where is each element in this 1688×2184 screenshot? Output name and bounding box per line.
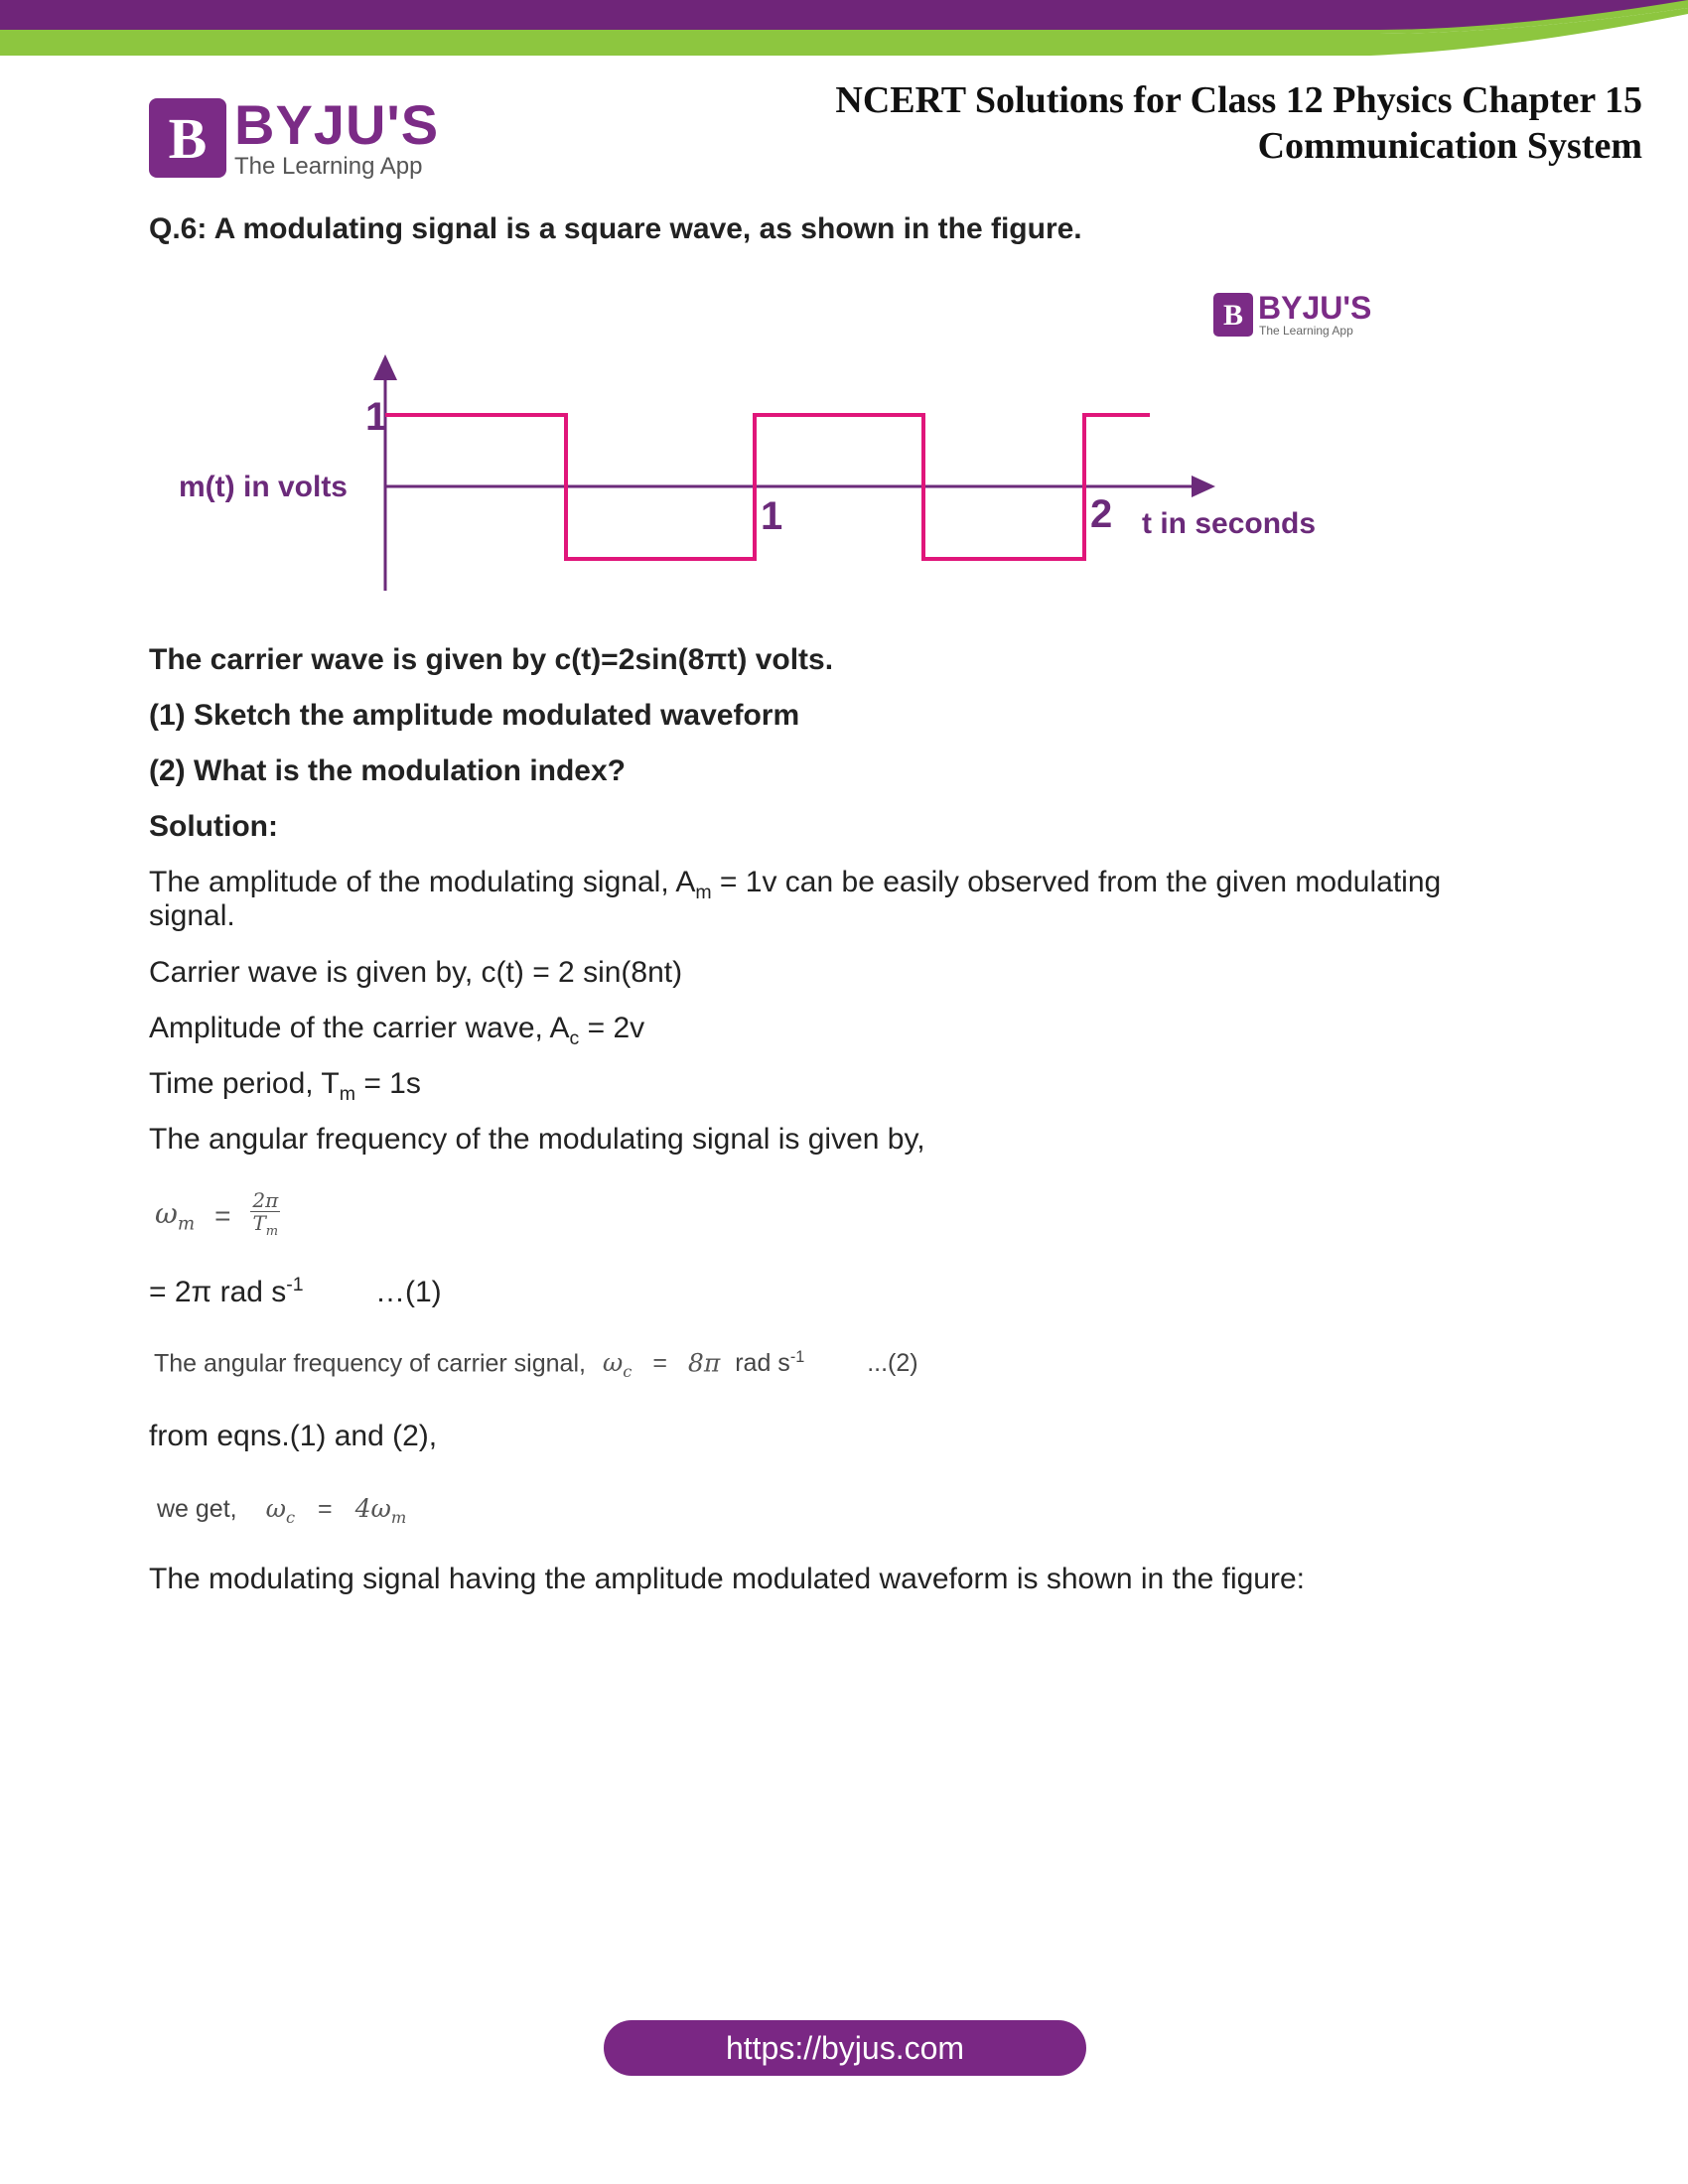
x-tick-2: 2: [1090, 492, 1113, 536]
logo-mark: B: [149, 98, 226, 178]
equation-2-tag: ...(2): [867, 1349, 918, 1378]
y-axis-arrow: [373, 354, 397, 380]
watermark-name: BYJU'S: [1258, 290, 1372, 326]
top-banner: [0, 0, 1688, 60]
equation-2: The angular frequency of carrier signal, $\omega_c = 8\pi$ rad $s^{-1}$ ...(2): [154, 1348, 918, 1382]
equation-1-tag: …(1): [374, 1276, 442, 1308]
solution-line-1-cont: signal.: [149, 899, 235, 932]
carrier-wave-line: Carrier wave is given by, c(t) = 2 sin(8nt): [149, 956, 683, 989]
carrier-amplitude-line: Amplitude of the carrier wave, $A_c = 2v$: [149, 1012, 645, 1049]
omega-m-equation: $\omega_m$ = $\frac{2\pi}{T_m}$: [155, 1189, 280, 1243]
fraction-numerator: 2π: [252, 1188, 279, 1212]
equation-1: = 2π rad $s^{-1}$ …(1): [149, 1274, 442, 1308]
angular-frequency-intro: The angular frequency of the modulating signal is given by,: [149, 1123, 925, 1156]
question-part-1: (1) Sketch the amplitude modulated waveform: [149, 699, 800, 732]
byjus-logo: [149, 93, 440, 180]
logo-name: BYJU'S: [234, 93, 440, 156]
square-wave-figure: [149, 283, 1410, 611]
we-get-equation: we get, $\omega_c = 4\omega_m$: [157, 1494, 407, 1527]
from-equations-line: from eqns.(1) and (2),: [149, 1420, 438, 1452]
y-tick-1: 1: [365, 395, 388, 439]
question-title: Q.6: A modulating signal is a square wave, as shown in the figure.: [149, 212, 1082, 245]
solution-heading: Solution:: [149, 810, 278, 843]
title-line-1: NCERT Solutions for Class 12 Physics Chapter 15: [835, 79, 1642, 121]
x-axis-arrow: [1192, 476, 1215, 497]
x-tick-1: 1: [761, 494, 783, 538]
figure-watermark: [1213, 290, 1371, 338]
solution-line-1: The amplitude of the modulating signal, $A_m = 1v$ can be easily observed from the given modulating: [149, 866, 1442, 903]
x-axis-label: t in seconds: [1142, 507, 1317, 540]
page-title: [835, 77, 1642, 169]
watermark-letter: B: [1222, 299, 1244, 332]
footer-url-button[interactable]: https://byjus.com: [604, 2020, 1086, 2076]
closing-line: The modulating signal having the amplitude modulated waveform is shown in the figure:: [149, 1563, 1305, 1595]
logo-tagline: The Learning App: [234, 153, 423, 180]
y-axis-label: m(t) in volts: [179, 471, 348, 503]
question-part-2: (2) What is the modulation index?: [149, 754, 626, 787]
carrier-statement: The carrier wave is given by c(t)=2sin(8πt) volts.: [149, 643, 834, 676]
title-line-2: Communication System: [1257, 125, 1642, 167]
time-period-line: Time period, $T_m = 1s$: [149, 1067, 421, 1105]
watermark-tagline: The Learning App: [1259, 324, 1353, 338]
